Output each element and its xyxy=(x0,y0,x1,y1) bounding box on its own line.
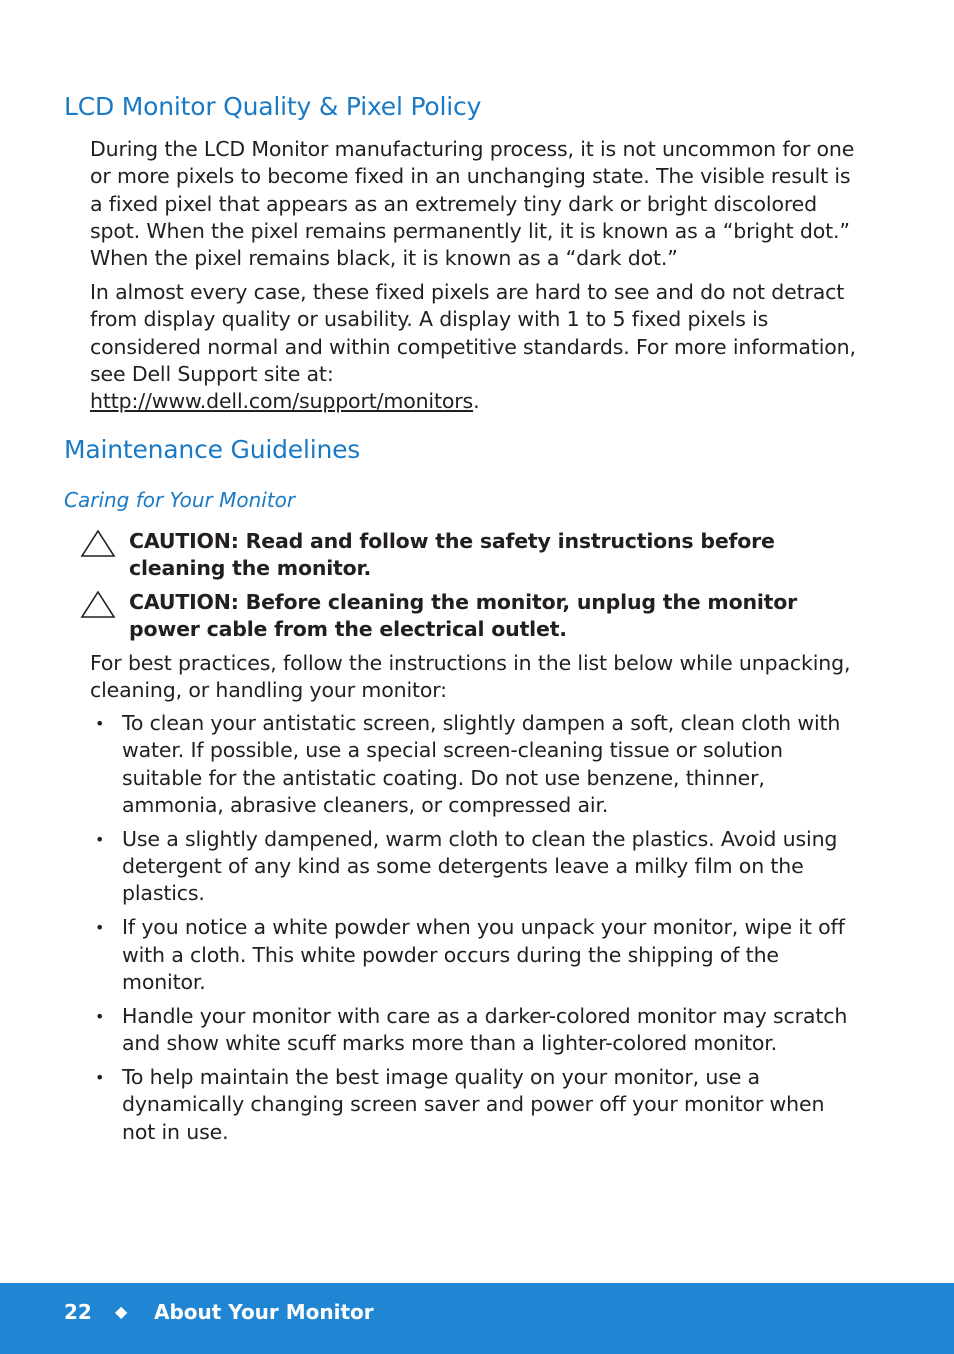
best-practices-intro: For best practices, follow the instructions in the list below while unpacking, cleaning, or handling your monitor: xyxy=(90,651,851,703)
list-item-text: To help maintain the best image quality on your monitor, use a dynamically changing screen saver and power off your monitor when not in use. xyxy=(122,1064,825,1144)
page-footer xyxy=(0,1283,954,1354)
caution-triangle-icon xyxy=(80,530,116,558)
list-item xyxy=(90,710,860,819)
list-item-text: Handle your monitor with care as a darker-colored monitor may scratch and show white scuff marks more than a lighter-colored monitor. xyxy=(122,1003,848,1056)
bullet-dot-icon: • xyxy=(95,1006,105,1026)
dell-support-link[interactable]: http://www.dell.com/support/monitors xyxy=(90,389,474,414)
caution-text: CAUTION: Read and follow the safety instructions before cleaning the monitor. xyxy=(129,529,775,581)
section-heading-maintenance: Maintenance Guidelines xyxy=(64,435,361,464)
pixel-policy-paragraph-2-text: In almost every case, these fixed pixels are hard to see and do not detract from display quality or usability. A display with 1 to 5 fixed pixels is considered normal and within competitive standards. For more information, see Dell Support site at: xyxy=(90,280,856,386)
bullet-dot-icon: • xyxy=(95,1067,105,1087)
link-suffix: . xyxy=(473,389,480,414)
caution-text: CAUTION: Before cleaning the monitor, unplug the monitor power cable from the electrical outlet. xyxy=(129,590,798,642)
pixel-policy-paragraph-2 xyxy=(90,279,860,415)
bullet-dot-icon: • xyxy=(95,829,105,849)
list-item-text: Use a slightly dampened, warm cloth to clean the plastics. Avoid using detergent of any kind as some detergents leave a milky film on the plastics. xyxy=(122,826,838,906)
list-item xyxy=(90,826,860,908)
bullet-dot-icon: • xyxy=(95,918,105,938)
list-item-text: To clean your antistatic screen, slightly dampen a soft, clean cloth with water. If possible, use a special screen-cleaning tissue or solution suitable for the antistatic coating. Do not use benzene, thinner, ammonia, abrasive cleaners, or compressed air. xyxy=(122,711,841,817)
page-number: 22 xyxy=(64,1300,92,1324)
list-item xyxy=(90,1064,860,1146)
chapter-title: About Your Monitor xyxy=(154,1300,374,1324)
list-item xyxy=(90,1003,860,1058)
diamond-icon: ◆ xyxy=(115,1302,128,1321)
caution-triangle-icon xyxy=(80,591,116,619)
pixel-policy-paragraph-1: During the LCD Monitor manufacturing process, it is not uncommon for one or more pixels to become fixed in an unchanging state. The visible result is a fixed pixel that appears as an extremely tiny dark or bright discolored spot. When the pixel remains permanently lit, it is known as a “bright dot.” When the pixel remains black, it is known as a “dark dot.” xyxy=(90,137,855,271)
list-item xyxy=(90,914,860,996)
care-instructions-list xyxy=(90,710,860,1152)
bullet-dot-icon: • xyxy=(95,714,105,733)
list-item-text: If you notice a white powder when you unpack your monitor, wipe it off with a cloth. This white powder occurs during the shipping of the monitor. xyxy=(122,915,845,994)
section-heading-pixel-policy: LCD Monitor Quality & Pixel Policy xyxy=(64,92,482,121)
subheading-caring: Caring for Your Monitor xyxy=(64,488,296,512)
